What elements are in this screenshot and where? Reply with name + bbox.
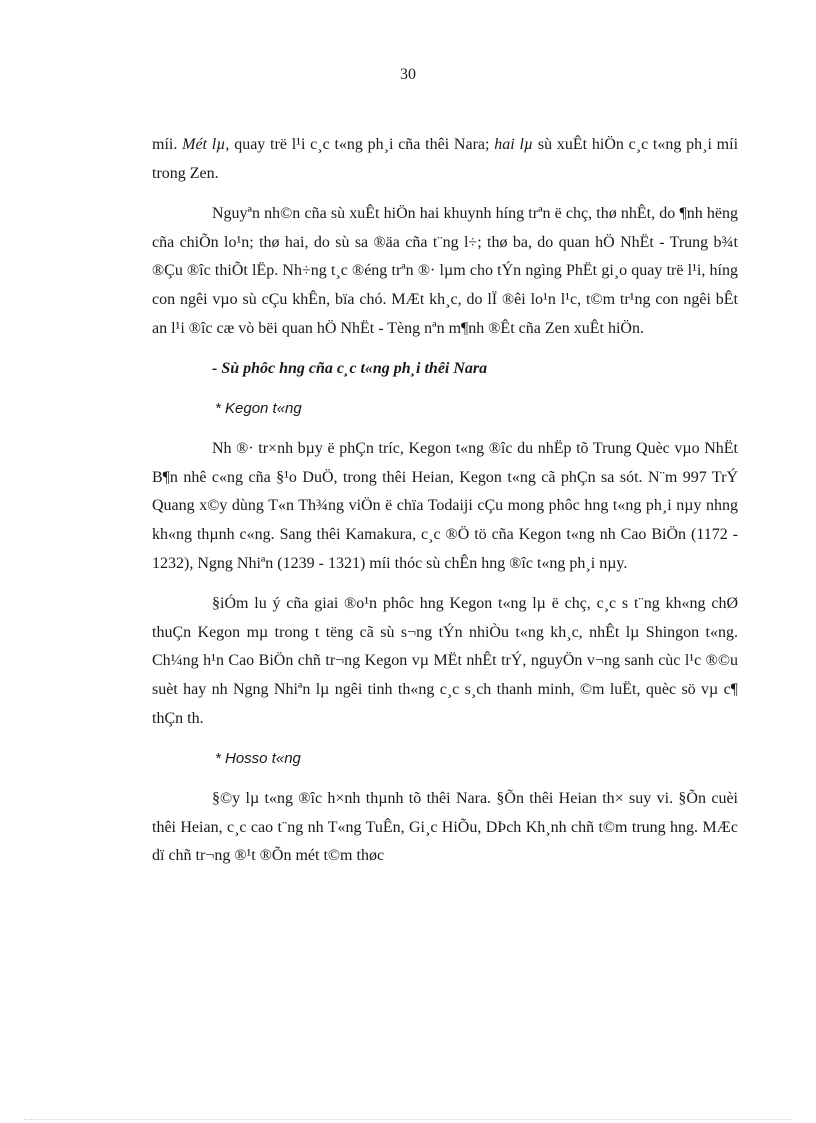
page-number: 30 bbox=[400, 66, 416, 83]
text-run: sù xuÊt hiÖn c¸c t«ng ph¸i míi trong Zen. bbox=[152, 136, 739, 182]
paragraph-kegon-history: Nh ®· tr×nh bµy ë phÇn tríc, Kegon t«ng ®îc du nhËp tõ Trung Quèc vµo NhËt B¶n nhê c«ng cña §¹o DuÖ, trong thêi Heian, Kegon t«ng cã phÇn sa sót. N¨m 997 TrÝ Quang x©y dùng T«n Th¾ng viÖn ë chïa Todaiji cÇu mong phôc hng t«ng ph¸i nµy nhng kh«ng thµnh c«ng. Sang thêi Kamakura, c¸c ®Ö tö cña Kegon t«ng nh Cao BiÖn (1172 - 1232), Ngng Nhiªn (1239 - 1321) míi thóc sù chÊn hng ®îc t«ng ph¸i nµy. bbox=[152, 440, 738, 572]
paragraph-causes: Nguyªn nh©n cña sù xuÊt hiÖn hai khuynh híng trªn ë chç, thø nhÊt, do ¶nh hëng cña chiÕn lo¹n; thø hai, do sù sa ®äa cña t¨ng l÷; thø ba, do quan hÖ NhËt - Trung b¾t ®Çu ®îc thiÕt lËp. Nh÷ng t¸c ®éng trªn ®· lµm cho tÝn ngìng PhËt gi¸o quay trë l¹i, híng con ngêi vµo sù cÇu khÊn, bïa chó. MÆt kh¸c, do lÏ ®êi lo¹n l¹c, t©m tr¹ng con ngêi bÊt an l¹i ®îc cæ vò bëi quan hÖ NhËt - Tèng nªn m¶nh ®Êt cña Zen xuÊt hiÖn. bbox=[152, 205, 738, 337]
text-run: , quay trë l¹i c¸c t«ng ph¸i cña thêi Nara; bbox=[225, 136, 495, 153]
subheading-hosso: * Hosso t«ng bbox=[215, 750, 301, 768]
paragraph-intro bbox=[152, 131, 738, 188]
paragraph-hosso: §©y lµ t«ng ®îc h×nh thµnh tõ thêi Nara. §Õn thêi Heian th× suy vi. §Õn cuèi thêi Heian, c¸c cao t¨ng nh T«ng TuÊn, Gi¸c HiÕu, DÞch Kh¸nh chñ t©m trung hng. MÆc dï chñ tr¬ng ®¹t ®Õn mét t©m thøc bbox=[152, 790, 738, 865]
paragraph-kegon-revival: §iÓm lu ý cña giai ®o¹n phôc hng Kegon t«ng lµ ë chç, c¸c s t¨ng kh«ng chØ thuÇn Kegon mµ trong t tëng cã sù s¬ng tÝn nhiÒu t«ng kh¸c, nhÊt lµ Shingon t«ng. Ch¼ng h¹n Cao BiÖn chñ tr¬ng Kegon vµ MËt nhÊt trÝ, nguyÖn v¬ng sanh cùc l¹c ®©u suèt hay nh Ngng Nhiªn lµ ngêi tinh th«ng c¸c s¸ch thanh minh, ©m luËt, quèc sö vµ c¶ thÇn th. bbox=[152, 595, 738, 727]
emphasis-second: hai lµ bbox=[494, 136, 534, 153]
text-run: míi. bbox=[152, 136, 183, 153]
page-content bbox=[152, 131, 738, 883]
section-heading-nara-revival: - Sù phôc hng cña c¸c t«ng ph¸i thêi Nara bbox=[212, 360, 488, 378]
page-bottom-divider bbox=[24, 1119, 792, 1120]
emphasis-first: Mét lµ bbox=[182, 136, 226, 153]
subheading-kegon: * Kegon t«ng bbox=[215, 400, 302, 418]
